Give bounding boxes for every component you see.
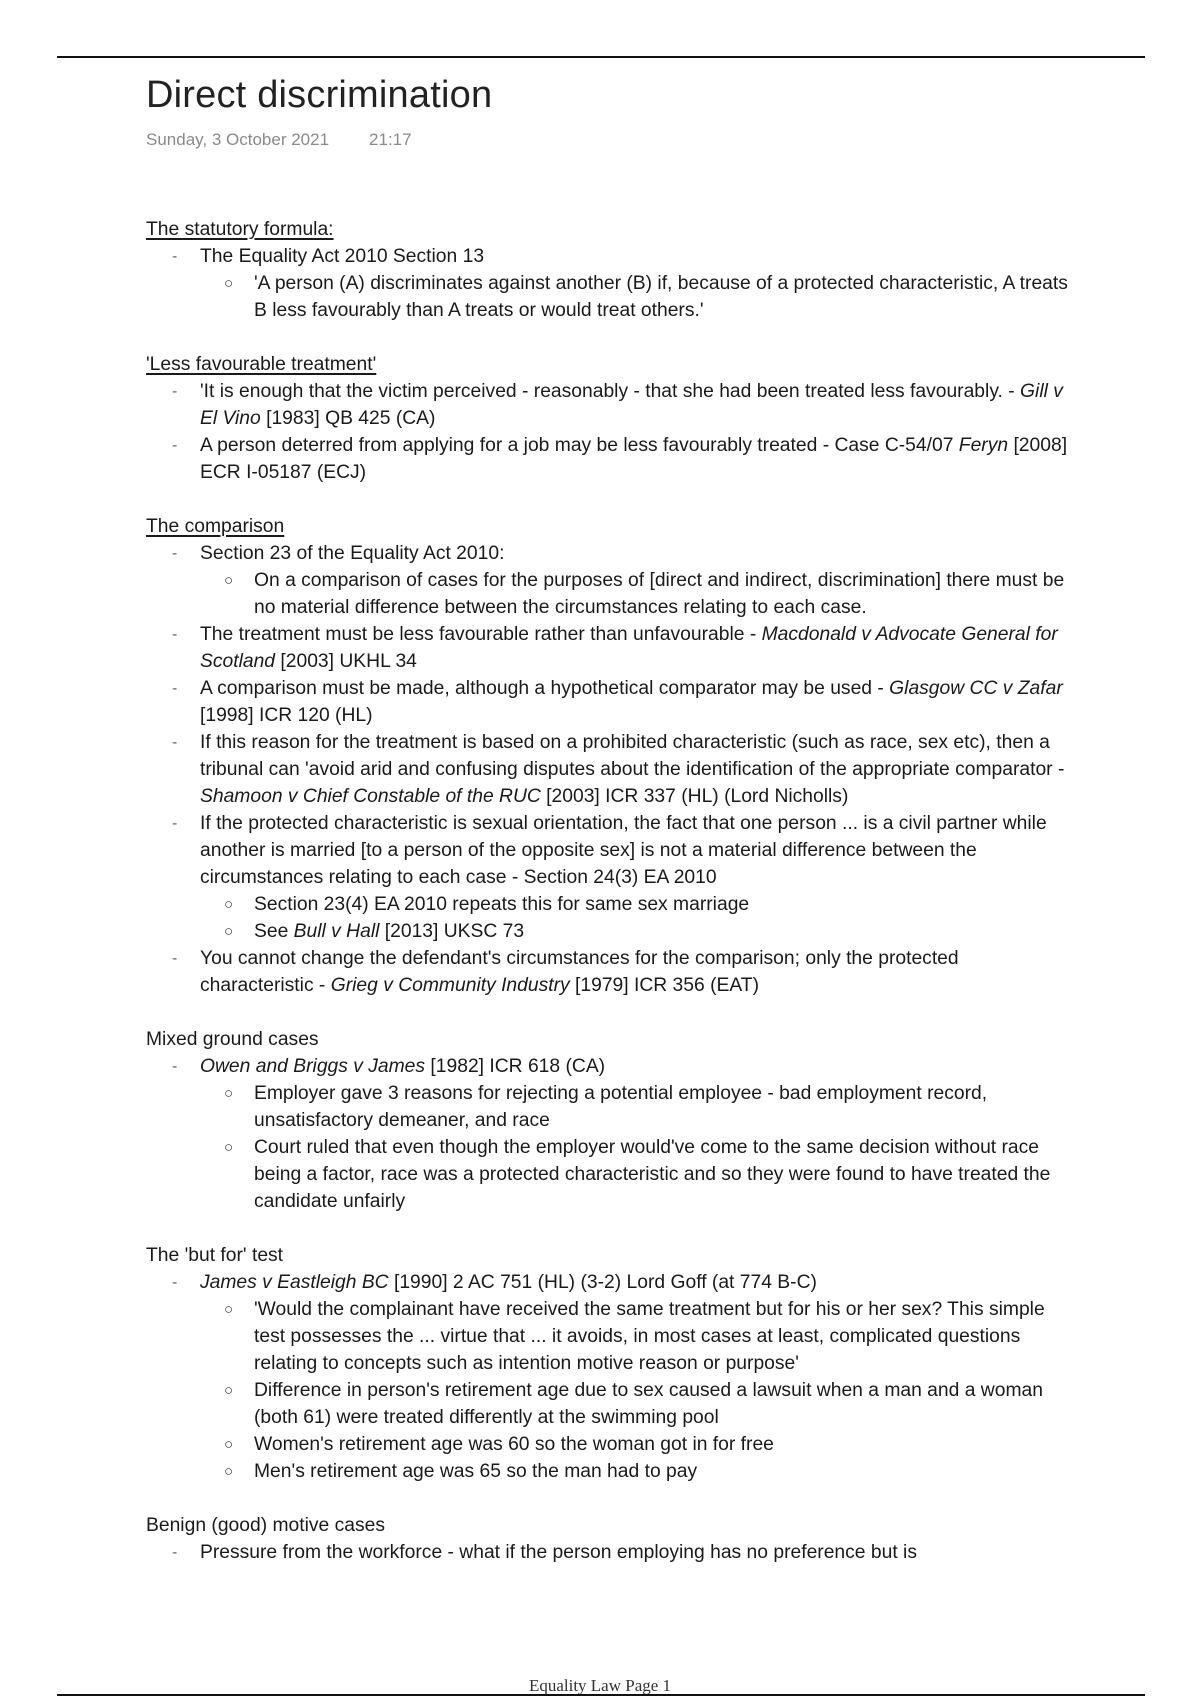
circle-bullet-icon: ○ [224, 1085, 234, 1102]
list-item: ○ See Bull v Hall [2013] UKSC 73 [254, 918, 1076, 945]
list-item: ○ Difference in person's retirement age due to sex caused a lawsuit when a man and a woman (both 61) were treated differently at the swimming pool [254, 1377, 1076, 1431]
list-item: - Owen and Briggs v James [1982] ICR 618 (CA) ○ Employer gave 3 reasons for rejecting a potential employee - bad employment record, unsatisfactory demeaner, and race ○ Court ruled that even though the employer would've come to the same decision without race being a factor, race was a protected characteristic and so they were found to have treated the candidate unfairly [200, 1053, 1076, 1215]
circle-bullet-icon: ○ [224, 1382, 234, 1399]
list-item: ○ Employer gave 3 reasons for rejecting a potential employee - bad employment record, unsatisfactory demeaner, and race [254, 1080, 1076, 1134]
dash-bullet-icon: - [172, 950, 178, 967]
dash-bullet-icon: - [172, 1058, 178, 1075]
dash-bullet-icon: - [172, 815, 178, 832]
page-footer: Equality Law Page 1 [528, 1676, 672, 1695]
top-rule [57, 56, 1145, 58]
page-date: Sunday, 3 October 2021 [146, 130, 330, 149]
case-name: Bull v Hall [293, 921, 380, 942]
bottom-rule [57, 1694, 1145, 1696]
dash-bullet-icon: - [172, 1544, 178, 1561]
circle-bullet-icon: ○ [224, 1463, 234, 1480]
page-title: Direct discrimination [146, 74, 493, 116]
list-item: - Section 23 of the Equality Act 2010: ○ On a comparison of cases for the purposes of [direct and indirect, discrimination] there must be no material difference between the circumstances relating to each case. [200, 540, 1076, 621]
circle-bullet-icon: ○ [224, 1436, 234, 1453]
section-mixed-ground [146, 1026, 1076, 1215]
page-meta [146, 130, 412, 150]
circle-bullet-icon: ○ [224, 1301, 234, 1318]
list-item: - If the protected characteristic is sexual orientation, the fact that one person ... is a civil partner while another is married [to a person of the opposite sex] is not a material difference between the circumstances relating to each case - Section 24(3) EA 2010 ○ Section 23(4) EA 2010 repeats this for same sex marriage ○ See Bull v Hall [2013] UKSC 73 [200, 810, 1076, 945]
section-comparison [146, 513, 1076, 999]
section-heading: 'Less favourable treatment' [146, 354, 377, 375]
list-item: - You cannot change the defendant's circumstances for the comparison; only the protected characteristic - Grieg v Community Industry [1979] ICR 356 (EAT) [200, 945, 1076, 999]
list-item: ○ Women's retirement age was 60 so the woman got in for free [254, 1431, 1076, 1458]
case-name: Gill v El Vino [200, 381, 1063, 429]
list-item: ○ Men's retirement age was 65 so the man had to pay [254, 1458, 1076, 1485]
list-item: - A person deterred from applying for a job may be less favourably treated - Case C-54/07 Feryn [2008] ECR I-05187 (ECJ) [200, 432, 1076, 486]
case-name: Shamoon v Chief Constable of the RUC [200, 786, 541, 807]
circle-bullet-icon: ○ [224, 572, 234, 589]
case-name: Macdonald v Advocate General for Scotland [200, 624, 1058, 672]
list-item: ○ 'Would the complainant have received the same treatment but for his or her sex? This simple test possesses the ... virtue that ... it avoids, in most cases at least, complicated questions relating to concepts such as intention motive reason or purpose' [254, 1296, 1076, 1377]
section-heading: Mixed ground cases [146, 1029, 319, 1050]
section-heading: The 'but for' test [146, 1245, 284, 1266]
list-item: ○ On a comparison of cases for the purposes of [direct and indirect, discrimination] there must be no material difference between the circumstances relating to each case. [254, 567, 1076, 621]
list-item: ○ Section 23(4) EA 2010 repeats this for same sex marriage [254, 891, 1076, 918]
case-name: Grieg v Community Industry [330, 975, 570, 996]
case-name: James v Eastleigh BC [200, 1272, 389, 1293]
circle-bullet-icon: ○ [224, 896, 234, 913]
section-statutory-formula [146, 216, 1076, 324]
page-time: 21:17 [369, 130, 412, 149]
dash-bullet-icon: - [172, 437, 178, 454]
section-heading: The comparison [146, 516, 285, 537]
section-heading: The statutory formula: [146, 219, 334, 240]
list-item: - The Equality Act 2010 Section 13 ○ 'A person (A) discriminates against another (B) if, because of a protected characteristic, A treats B less favourably than A treats or would treat others.' [200, 243, 1076, 324]
case-name: Glasgow CC v Zafar [889, 678, 1063, 699]
circle-bullet-icon: ○ [224, 275, 234, 292]
case-name: Feryn [958, 435, 1009, 456]
section-but-for-test [146, 1242, 1076, 1485]
dash-bullet-icon: - [172, 383, 178, 400]
dash-bullet-icon: - [172, 545, 178, 562]
list-item: ○ Court ruled that even though the employer would've come to the same decision without race being a factor, race was a protected characteristic and so they were found to have treated the candidate unfairly [254, 1134, 1076, 1215]
circle-bullet-icon: ○ [224, 923, 234, 940]
dash-bullet-icon: - [172, 734, 178, 751]
list-item: - 'It is enough that the victim perceived - reasonably - that she had been treated less favourably. - Gill v El Vino [1983] QB 425 (CA) [200, 378, 1076, 432]
list-item: - A comparison must be made, although a hypothetical comparator may be used - Glasgow CC v Zafar [1998] ICR 120 (HL) [200, 675, 1076, 729]
list-item: - James v Eastleigh BC [1990] 2 AC 751 (HL) (3-2) Lord Goff (at 774 B-C) ○ 'Would the complainant have received the same treatment but for his or her sex? This simple test possesses the ... virtue that ... it avoids, in most cases at least, complicated questions relating to concepts such as intention motive reason or purpose' ○ Difference in person's retirement age due to sex caused a lawsuit when a man and a woman (both 61) were treated differently at the swimming pool ○ Women's retirement age was 60 so the woman got in for free ○ Men's retirement age was 65 so the man had to pay [200, 1269, 1076, 1485]
section-heading: Benign (good) motive cases [146, 1515, 386, 1536]
dash-bullet-icon: - [172, 626, 178, 643]
note-content [146, 216, 1076, 1593]
list-item: ○ 'A person (A) discriminates against another (B) if, because of a protected characteristic, A treats B less favourably than A treats or would treat others.' [254, 270, 1076, 324]
list-item: - If this reason for the treatment is based on a prohibited characteristic (such as race, sex etc), then a tribunal can 'avoid arid and confusing disputes about the identification of the appropriate comparator - Shamoon v Chief Constable of the RUC [2003] ICR 337 (HL) (Lord Nicholls) [200, 729, 1076, 810]
dash-bullet-icon: - [172, 248, 178, 265]
section-benign-motive [146, 1512, 1076, 1566]
dash-bullet-icon: - [172, 1274, 178, 1291]
dash-bullet-icon: - [172, 680, 178, 697]
list-item: - Pressure from the workforce - what if the person employing has no preference but is [200, 1539, 1076, 1566]
case-name: Owen and Briggs v James [200, 1056, 426, 1077]
list-item: - The treatment must be less favourable rather than unfavourable - Macdonald v Advocate General for Scotland [2003] UKHL 34 [200, 621, 1076, 675]
circle-bullet-icon: ○ [224, 1139, 234, 1156]
section-less-favourable [146, 351, 1076, 486]
